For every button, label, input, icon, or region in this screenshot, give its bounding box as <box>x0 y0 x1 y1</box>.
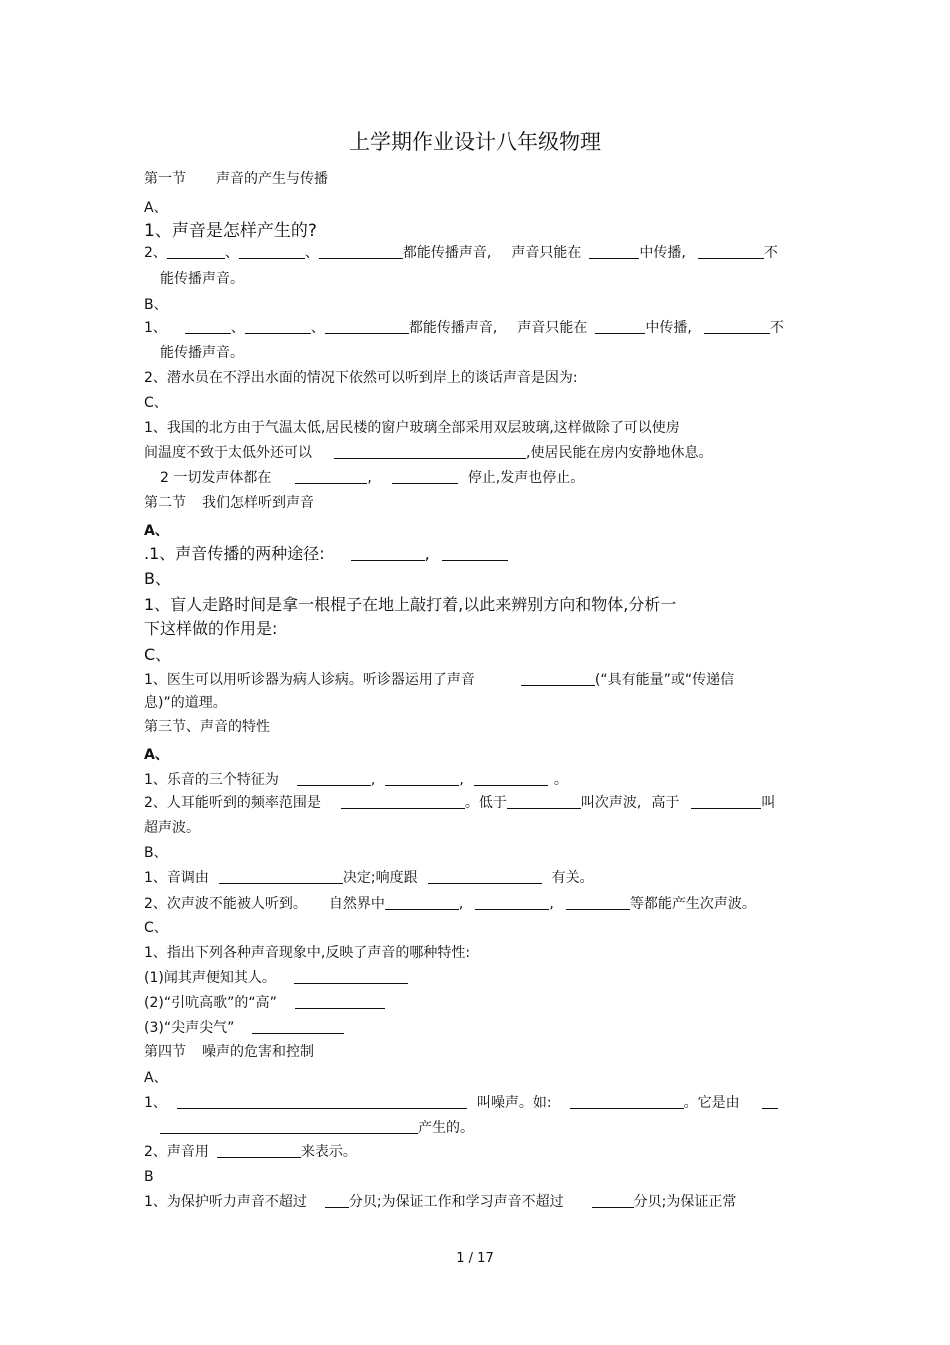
question-text: 自然界中 <box>328 896 385 912</box>
question-line <box>144 1093 778 1113</box>
separator: , <box>367 470 372 486</box>
question-text: 不 <box>769 320 784 336</box>
page-number: 1 / 17 <box>456 1251 494 1266</box>
question-text: 都能传播声音, <box>408 320 498 336</box>
answer-blank[interactable] <box>167 244 225 259</box>
question-text: 不 <box>763 245 778 261</box>
question-text: 声音只能在 <box>511 245 582 261</box>
question-line <box>144 868 594 888</box>
question-line <box>144 243 778 263</box>
answer-blank[interactable] <box>160 1119 418 1134</box>
question-text: 产生的。 <box>418 1120 474 1136</box>
separator: 、 <box>310 320 325 336</box>
section-3-heading: 第三节、声音的特性 <box>144 719 270 735</box>
section-number: 第一节 <box>144 171 186 187</box>
answer-blank[interactable] <box>325 1193 349 1208</box>
question-line <box>144 543 508 565</box>
question-text: 叫 <box>761 795 776 811</box>
question-text: (“具有能量”或“传递信 <box>594 672 735 688</box>
question-text: 。它是由 <box>683 1095 740 1111</box>
answer-blank[interactable] <box>589 244 639 259</box>
question-line <box>144 318 784 338</box>
question-text: 中传播, <box>645 320 692 336</box>
question-text: 1、音调由 <box>144 870 209 886</box>
answer-blank[interactable] <box>428 869 542 884</box>
level-label-a: A、 <box>144 523 169 539</box>
section-number: 第四节 <box>144 1044 186 1060</box>
question-text: 2、次声波不能被人听到。 <box>144 896 307 912</box>
answer-blank[interactable] <box>392 469 458 484</box>
question-continuation: 能传播声音。 <box>160 345 244 361</box>
answer-blank[interactable] <box>295 469 367 484</box>
separator: , <box>370 772 376 788</box>
section-title: 声音的产生与传播 <box>216 171 328 187</box>
answer-blank[interactable] <box>319 244 403 259</box>
question-text: 声音只能在 <box>517 320 588 336</box>
question-text: 有关。 <box>551 870 594 886</box>
answer-blank[interactable] <box>219 869 343 884</box>
level-label-c: C、 <box>144 645 172 664</box>
section-2-heading <box>144 493 314 513</box>
question-text: 1、医生可以用听诊器为病人诊病。听诊器运用了声音 <box>144 672 475 688</box>
question-text: 都能传播声音, <box>402 245 492 261</box>
question-text: (1)闻其声便知其人。 <box>144 970 276 986</box>
answer-blank[interactable] <box>592 1193 634 1208</box>
answer-blank[interactable] <box>177 1094 467 1109</box>
question-text: 分贝;为保证正常 <box>633 1194 737 1210</box>
answer-blank[interactable] <box>704 319 770 334</box>
level-label-a: A、 <box>144 200 168 216</box>
question-line <box>144 770 568 790</box>
answer-blank[interactable] <box>474 771 548 786</box>
answer-blank[interactable] <box>341 794 465 809</box>
question-text: 1、为保护听力声音不超过 <box>144 1194 307 1210</box>
answer-blank[interactable] <box>294 969 408 984</box>
list-item <box>144 968 408 988</box>
question-text: 中传播, <box>639 245 686 261</box>
answer-blank[interactable] <box>252 1019 344 1034</box>
separator: 。 <box>553 772 568 788</box>
question-continuation: 超声波。 <box>144 820 200 836</box>
separator: 、 <box>304 245 319 261</box>
question-text: 决定;响度跟 <box>342 870 418 886</box>
list-item <box>144 993 385 1013</box>
answer-blank[interactable] <box>351 544 425 561</box>
question-text: 1、盲人走路时间是拿一根棍子在地上敲打着,以此来辨别方向和物体,分析一 <box>144 595 677 614</box>
question-text: 1、乐音的三个特征为 <box>144 772 279 788</box>
level-label-a: A、 <box>144 747 169 763</box>
question-text: 高于 <box>651 795 680 811</box>
answer-blank[interactable] <box>521 671 595 686</box>
separator: , <box>549 896 554 912</box>
question-text: 1、声音是怎样产生的? <box>144 221 317 241</box>
separator: , <box>458 896 464 912</box>
answer-blank[interactable] <box>297 771 371 786</box>
answer-blank[interactable] <box>295 994 385 1009</box>
question-line <box>144 894 756 914</box>
question-text: 叫噪声。如: <box>476 1095 552 1111</box>
section-4-heading <box>144 1042 314 1062</box>
answer-blank[interactable] <box>185 319 231 334</box>
answer-blank[interactable] <box>570 1094 684 1109</box>
level-label-b: B <box>144 1169 154 1185</box>
answer-blank[interactable] <box>245 319 311 334</box>
question-number: 2、 <box>144 245 167 261</box>
level-label-c: C、 <box>144 920 168 936</box>
question-text: (2)“引吭高歌”的“高” <box>144 995 277 1011</box>
answer-blank[interactable] <box>507 794 581 809</box>
question-text: ,使居民能在房内安静地休息。 <box>526 445 713 461</box>
question-text: 2、潜水员在不浮出水面的情况下依然可以听到岸上的谈话声音是因为: <box>144 370 578 386</box>
question-line <box>144 1192 736 1212</box>
question-line <box>160 1118 474 1138</box>
question-number: 1、 <box>144 320 167 336</box>
separator: 、 <box>230 320 245 336</box>
separator: 、 <box>224 245 239 261</box>
answer-blank[interactable] <box>595 319 645 334</box>
answer-blank[interactable] <box>325 319 409 334</box>
question-line <box>144 443 712 463</box>
document-title: 上学期作业设计八年级物理 <box>349 130 601 154</box>
separator: , <box>424 544 430 563</box>
answer-blank[interactable] <box>385 895 459 910</box>
answer-blank[interactable] <box>475 895 549 910</box>
question-text: 间温度不致于太低外还可以 <box>144 445 312 461</box>
question-text: 。低于 <box>464 795 507 811</box>
section-1-heading <box>144 169 328 189</box>
level-label-a: A、 <box>144 1070 168 1086</box>
answer-blank[interactable] <box>566 895 630 910</box>
question-text: 2、声音用 <box>144 1144 209 1160</box>
question-line <box>160 468 584 488</box>
answer-blank[interactable] <box>698 244 764 259</box>
question-text: 下这样做的作用是: <box>144 619 278 638</box>
question-continuation: 息)”的道理。 <box>144 695 227 711</box>
question-text: 1、指出下列各种声音现象中,反映了声音的哪种特性: <box>144 945 471 961</box>
question-continuation: 能传播声音。 <box>160 271 244 287</box>
question-line <box>144 670 734 690</box>
question-text: 2 一切发声体都在 <box>160 470 272 486</box>
answer-blank[interactable] <box>691 794 761 809</box>
level-label-b: B、 <box>144 297 168 313</box>
answer-blank[interactable] <box>239 244 305 259</box>
question-line <box>144 1142 357 1162</box>
question-text: 来表示。 <box>300 1144 357 1160</box>
question-text: 叫次声波, <box>580 795 642 811</box>
level-label-b: B、 <box>144 845 168 861</box>
question-text: 2、人耳能听到的频率范围是 <box>144 795 321 811</box>
answer-blank[interactable] <box>762 1094 778 1109</box>
answer-blank[interactable] <box>385 771 459 786</box>
question-text: .1、声音传播的两种途径: <box>144 544 325 563</box>
section-title: 我们怎样听到声音 <box>202 495 314 511</box>
question-line <box>144 793 775 813</box>
answer-blank[interactable] <box>442 544 508 561</box>
level-label-b: B、 <box>144 569 171 588</box>
separator: , <box>459 772 464 788</box>
question-text: (3)“尖声尖气” <box>144 1020 235 1036</box>
question-number: 1、 <box>144 1095 167 1111</box>
list-item <box>144 1018 344 1038</box>
question-text: 分贝;为保证工作和学习声音不超过 <box>348 1194 564 1210</box>
question-text: 停止,发声也停止。 <box>467 470 585 486</box>
answer-blank[interactable] <box>217 1143 301 1158</box>
answer-blank[interactable] <box>334 444 526 459</box>
question-text: 1、我国的北方由于气温太低,居民楼的窗户玻璃全部采用双层玻璃,这样做除了可以使房 <box>144 420 680 436</box>
section-number: 第二节 <box>144 495 186 511</box>
question-text: 等都能产生次声波。 <box>629 896 756 912</box>
section-title: 噪声的危害和控制 <box>202 1044 314 1060</box>
level-label-c: C、 <box>144 395 168 411</box>
